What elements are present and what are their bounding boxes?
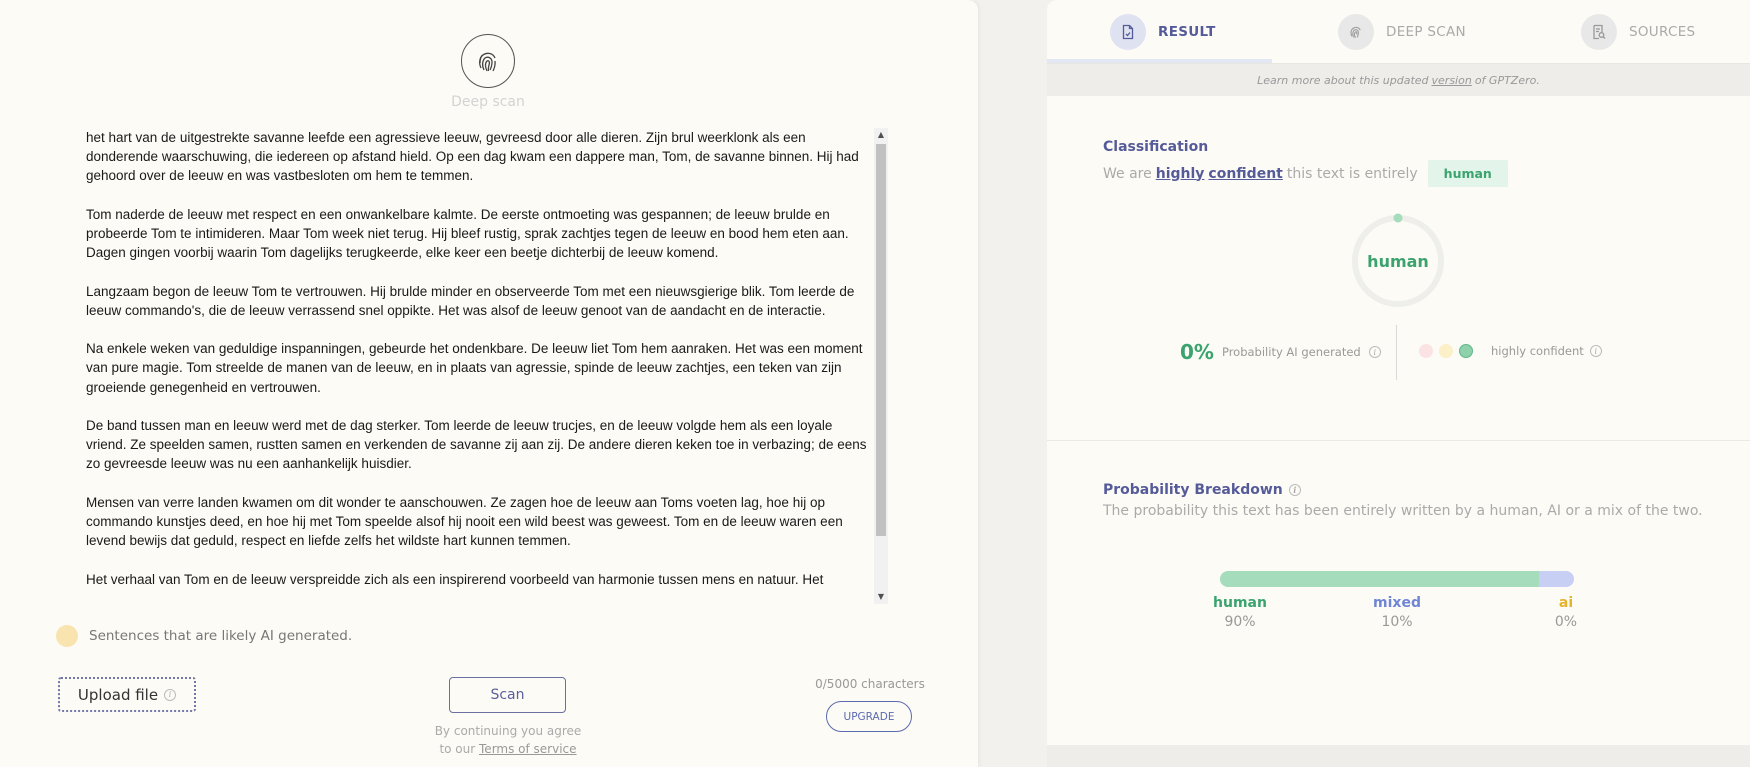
- upload-label: Upload file: [77, 685, 159, 704]
- ai-probability-value: 0%: [1180, 340, 1214, 364]
- classification-badge: human: [1428, 160, 1508, 187]
- breakdown-percentage: 10%: [1381, 614, 1413, 630]
- paragraph: Langzaam begon de leeuw Tom te vertrouwen. Hij brulde minder en observeerde Tom met een nieuwsgierige blik. Tom leerde de leeuw commando's, die de leeuw verrassend snel oppikte. Het was alsof de leeuw genoot van de aandacht en de interactie.: [86, 283, 855, 318]
- paragraph: Mensen van verre landen kwamen om dit wonder te aanschouwen. Ze zagen hoe de leeuw aan Toms voeten lag, hoe hij op commando kunstjes deed, en hoe hij met Tom speelde alsof hij nooit een wild beest was geweest. Tom en de leeuw waren een levend bewijs dat geduld, respect en liefde zelfs het wildste hart kunnen temmen.: [86, 494, 843, 549]
- search-document-icon: [1581, 14, 1617, 50]
- version-notice: [1047, 64, 1750, 96]
- paragraph: Tom naderde de leeuw met respect en een onwankelbare kalmte. De eerste ontmoeting was gespannen; de leeuw brulde en probeerde Tom te intimideren. Maar Tom week niet terug. Hij bleef rustig, sprak zachtjes tegen de leeuw en bood hem eten aan. Dagen gingen voorbij waarin Tom dagelijks terugkeerde, elke keer een beetje dichterbij de leeuw komend.: [86, 206, 849, 261]
- low-confidence-dot: [1419, 344, 1433, 358]
- classification-sentence: [1103, 160, 1508, 187]
- tab-deep-scan[interactable]: [1338, 0, 1466, 64]
- class-prefix: We are: [1103, 165, 1152, 182]
- breakdown-percentage: 90%: [1224, 614, 1256, 630]
- info-icon[interactable]: i: [1289, 484, 1301, 496]
- breakdown-title-text: Probability Breakdown: [1103, 482, 1283, 498]
- classification-gauge: [1350, 213, 1446, 309]
- breakdown-name: ai: [1558, 595, 1574, 611]
- paragraph: Het verhaal van Tom en de leeuw verspreidde zich als een inspirerend voorbeeld van harmonie tussen mens en natuur. Het: [86, 571, 824, 587]
- tab-label: SOURCES: [1629, 24, 1696, 40]
- text-content: [86, 128, 871, 589]
- info-icon[interactable]: i: [164, 689, 176, 701]
- fingerprint-icon: [1338, 14, 1374, 50]
- confident-link[interactable]: confident: [1208, 165, 1283, 182]
- bottom-strip: [1047, 745, 1750, 767]
- scroll-up-icon[interactable]: ▲: [877, 130, 885, 139]
- agree-line: By continuing you agree: [434, 724, 582, 738]
- upload-file-button[interactable]: [58, 677, 196, 712]
- vertical-divider: [1396, 325, 1397, 380]
- result-tabs: [1047, 0, 1750, 64]
- breakdown-label-human: [1200, 595, 1280, 630]
- breakdown-label-mixed: [1357, 595, 1437, 630]
- class-middle: this text is entirely: [1286, 165, 1418, 182]
- tab-label: RESULT: [1158, 24, 1216, 40]
- ai-highlight-swatch: [56, 625, 78, 647]
- paragraph: De band tussen man en leeuw werd met de dag sterker. Tom leerde de leeuw trucjes, en de leeuw volgde hem als een loyale vriend. Ze speelden samen, rustten samen en verkenden de savanne zij aan zij. De andere dieren keken toe in verbazing; de eens zo gevreesde leeuw was nu een aanhankelijk huisdier.: [86, 417, 867, 472]
- tab-label: DEEP SCAN: [1386, 24, 1466, 40]
- breakdown-description: The probability this text has been entirely written by a human, AI or a mix of the two.: [1103, 503, 1703, 519]
- highly-link[interactable]: highly: [1155, 165, 1205, 182]
- section-divider: [1047, 440, 1750, 441]
- scroll-thumb[interactable]: [876, 144, 886, 536]
- terms-notice: [398, 722, 618, 758]
- upgrade-button[interactable]: UPGRADE: [826, 701, 912, 732]
- terms-link[interactable]: Terms of service: [479, 742, 577, 756]
- document-icon: [1110, 14, 1146, 50]
- high-confidence-dot: [1459, 344, 1473, 358]
- text-scrollbar[interactable]: [874, 128, 888, 604]
- ai-probability: [1180, 340, 1381, 364]
- ai-sentence-legend: [56, 625, 352, 647]
- text-input-area[interactable]: [86, 128, 878, 604]
- bar-segment-mixed: [1539, 571, 1574, 587]
- classification-title: Classification: [1103, 139, 1209, 155]
- breakdown-title: [1103, 482, 1301, 498]
- breakdown-percentage: 0%: [1554, 614, 1578, 630]
- info-icon[interactable]: i: [1590, 345, 1602, 357]
- gauge-label: human: [1367, 251, 1429, 271]
- info-icon[interactable]: i: [1369, 346, 1381, 358]
- tab-result[interactable]: [1110, 0, 1216, 64]
- ai-probability-label: Probability AI generated: [1221, 345, 1361, 359]
- agree-prefix: to our: [439, 742, 476, 756]
- breakdown-label-ai: [1526, 595, 1606, 630]
- legend-text: Sentences that are likely AI generated.: [89, 628, 353, 644]
- results-panel: [1047, 0, 1750, 767]
- breakdown-name: human: [1213, 595, 1267, 611]
- breakdown-name: mixed: [1373, 595, 1421, 611]
- fingerprint-icon[interactable]: [461, 34, 515, 88]
- learn-prefix: Learn more about this updated: [1257, 73, 1429, 87]
- deep-scan-label: Deep scan: [451, 94, 525, 110]
- confidence-label: highly confident: [1491, 344, 1584, 358]
- version-link[interactable]: version: [1431, 73, 1472, 87]
- probability-bar: [1220, 571, 1574, 587]
- scan-button[interactable]: Scan: [449, 677, 566, 713]
- confidence-indicator: [1419, 344, 1602, 358]
- active-tab-indicator: [1047, 59, 1272, 63]
- tab-sources[interactable]: [1581, 0, 1695, 64]
- paragraph: het hart van de uitgestrekte savanne leefde een agressieve leeuw, gevreesd door alle dieren. Zijn brul weerklonk als een donderende waarschuwing, die iedereen op afstand hield. Op een dag kwam een dappere man, Tom, de savanne binnen. Hij had gehoord over de leeuw en was vastbesloten om hem te temmen.: [86, 130, 859, 184]
- paragraph: Na enkele weken van geduldige inspanningen, gebeurde het ondenkbare. De leeuw liet Tom hem aanraken. Het was een moment van pure magie. Tom streelde de manen van de leeuw, en in plaats van agressie, spinde de leeuw zachtjes, een teken van zijn groeiende genegenheid en vertrouwen.: [86, 341, 863, 395]
- medium-confidence-dot: [1439, 344, 1453, 358]
- learn-suffix: of GPTZero.: [1474, 73, 1540, 87]
- character-count: 0/5000 characters: [815, 677, 925, 691]
- bar-segment-human: [1220, 571, 1539, 587]
- scroll-down-icon[interactable]: ▼: [877, 592, 885, 601]
